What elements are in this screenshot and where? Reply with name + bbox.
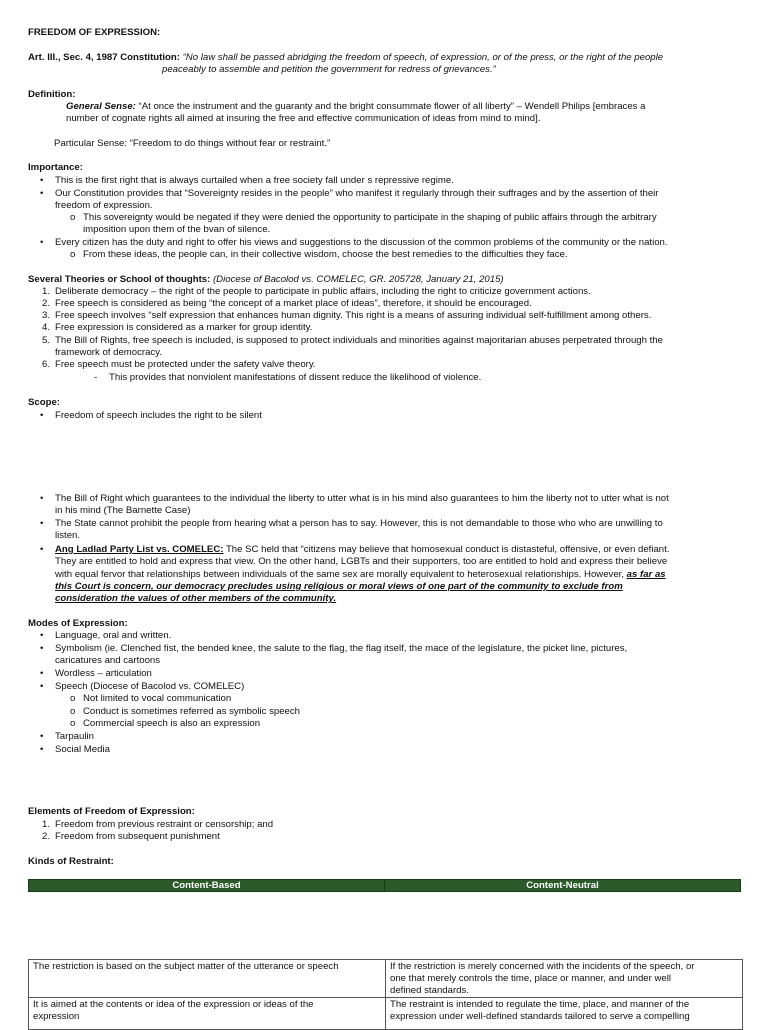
particular-sense: Particular Sense: “Freedom to do things without fear or restraint.” [54, 138, 331, 149]
circle-bullet-icon: o [70, 706, 76, 717]
elements-heading: Elements of Freedom of Expression: [28, 806, 195, 817]
column-header-content-neutral: Content-Neutral [384, 880, 740, 891]
importance-heading: Importance: [28, 162, 83, 173]
general-sense-line1: “At once the instrument and the guaranty and the bright consummate flower of all liberty” – Wendell Philips [embraces a [135, 101, 646, 112]
table-cell: It is aimed at the contents or idea of the expression or ideas of the expression [29, 998, 386, 1030]
bullet-icon: • [40, 744, 44, 755]
modes-heading: Modes of Expression: [28, 618, 128, 629]
list-item-continuation: imposition upon them of the bvan of silence. [83, 224, 271, 235]
document-title: FREEDOM OF EXPRESSION: [28, 27, 161, 38]
table-cell: If the restriction is merely concerned with the incidents of the speech, or one that merely controls the time, place or manner, and under well defined standards. [386, 960, 743, 998]
list-item-continuation: freedom of expression. [55, 200, 153, 211]
circle-bullet-icon: o [70, 693, 76, 704]
constitution-quote-line1: “No law shall be passed abridging the freedom of speech, of expression, or of the press, or the right of the people [182, 52, 664, 63]
bullet-icon: • [40, 731, 44, 742]
bullet-icon: • [40, 681, 44, 692]
bullet-icon: • [40, 518, 44, 529]
constitution-quote [28, 52, 740, 65]
circle-bullet-icon: o [70, 249, 76, 260]
bullet-icon: • [40, 544, 44, 555]
table-cell: The restraint is intended to regulate the time, place, and manner of the expression under well-defined standards tailored to serve a compelling [386, 998, 743, 1030]
bullet-icon: • [40, 188, 44, 199]
constitution-quote-line2: peaceably to assemble and petition the government for redress of grievances.” [162, 64, 496, 75]
list-item-continuation: in his mind (The Barnette Case) [55, 505, 191, 516]
bullet-icon: • [40, 643, 44, 654]
list-item-continuation: caricatures and cartoons [55, 655, 161, 666]
scope-heading: Scope: [28, 397, 60, 408]
list-item-continuation: consideration the values of other members of the community. [55, 593, 337, 604]
definition-heading: Definition: [28, 89, 76, 100]
list-item-continuation: this Court is concern, our democracy precludes using religious or moral views of one part of the community to exclude from [55, 581, 623, 592]
list-item-continuation: with equal fervor that relationships between individuals of the same sex are morally equivalent to heterosexual relationships. However, as far as [55, 569, 666, 580]
general-sense-label: General Sense: [66, 101, 136, 112]
list-item-continuation: framework of democracy. [55, 347, 162, 358]
document-page: FREEDOM OF EXPRESSION: Art. III., Sec. 4, 1987 Constitution: “No law shall be passed abridging the freedom of speech, of expression, or of the press, or the right of the people peaceably to assemble and petition the government for redress of grievances.” Definition: General Sense: “At once the instrument and the guaranty and the bright consummate flower of all liberty” – Wendell Philips [embraces a number of cognate rights all aimed at insuring the free and effective communication of ideas from mind to mind]. Particular Sense: “Freedom to do things without fear or restraint.” Importance: • This is the first right that is always curtailed when a free society fall under s repressive regime. • Our Constitution provides that “Sovereignty resides in the people” who manifest it regularly through their suffrages and by the assertion of their freedom of expression. o This sovereignty would be negated if they were denied the opportunity to participate in the shaping of public affairs through the arbitrary imposition upon them of the bvan of silence. • Every citizen has the duty and right to offer his views and suggestions to the discussion of the common problems of the community or the nation. o From these ideas, the people can, in their collective wisdom, choose the best remedies to the difficulties they face. Several Theories or School of thoughts: (Diocese of Bacolod vs. COMELEC, GR. 205728, January 21, 2015) 1. Deliberate democracy – the right of the people to participate in public affairs, including the right to criticize government actions. 2. Free speech is considered as being “the concept of a market place of ideas”, therefore, it should be encouraged. 3. Free speech involves “self expression that enhances human dignity. This right is a means of assuring individual self-fulfillment among others. 4. Free expression is considered as a marker for group identity. 5. The Bill of Rights, free speech is included, is supposed to protect individuals and minorities against majoritarian abuses perpetrated through the framework of democracy. 6. Free speech must be protected under the safety valve theory. - This provides that nonviolent manifestations of dissent reduce the likelihood of violence. Scope: • Freedom of speech includes the right to be silent • The Bill of Right which guarantees to the individual the liberty to utter what is in his mind also guarantees to him the liberty not to utter what is not in his mind (The Barnette Case) • The State cannot prohibit the people from hearing what a person has to say. However, this is not demandable to those who who are unwilling to listen. • Ang Ladlad Party List vs. COMELEC: The SC held that “citizens may believe that homosexual conduct is distasteful, offensive, or even defiant. They are entitled to hold and express that view. On the other hand, LGBTs and their supporters, too are entitled to hold and express their believe with equal fervor that relationships between individuals of the same sex are morally equivalent to heterosexual relationships. However, as far as this Court is concern, our democracy precludes using religious or moral views of one part of the community to exclude from consideration the values of other members of the community. Modes of Expression: • Language, oral and written. • Symbolism (ie. Clenched fist, the bended knee, the salute to the flag, the flag itself, the mace of the legislature, the picket line, pictures, caricatures and cartoons • Wordless – articulation • Speech (Diocese of Bacolod vs. COMELEC) o Not limited to vocal communication o Conduct is sometimes referred as symbolic speech o Commercial speech is also an expression • Tarpaulin • Social Media Elements of Freedom of Expression: 1. Freedom from previous restraint or censorship; and 2. Freedom from subsequent punishment Kinds of Restraint: Content-Based Content-Neutral The restriction is based on the subject matter of the utterance or speech If the restriction is merely concerned with the incidents of the speech, or one that merely controls the time, place or manner, and under well defined standards. It is aimed at the contents or idea of the expression or ideas of the expression The restraint is intended to regulate the time, place, and manner of the expression under well-defined standards tailored to serve a compelling [0, 0, 768, 1024]
restraint-heading: Kinds of Restraint: [28, 856, 114, 867]
dash-bullet-icon: - [94, 372, 98, 383]
table-cell: The restriction is based on the subject matter of the utterance or speech [29, 960, 386, 998]
case-title: Ang Ladlad Party List vs. COMELEC: [55, 544, 224, 555]
bullet-icon: • [40, 668, 44, 679]
circle-bullet-icon: o [70, 718, 76, 729]
list-item-continuation: listen. [55, 530, 81, 541]
column-header-content-based: Content-Based [172, 880, 241, 891]
table-row [29, 998, 743, 1030]
bullet-icon: • [40, 493, 44, 504]
theories-heading: Several Theories or School of thoughts: (Diocese of Bacolod vs. COMELEC, GR. 205728, January 21, 2015) [28, 274, 504, 285]
bullet-icon: • [40, 237, 44, 248]
restraint-table [28, 959, 743, 1030]
general-sense [66, 101, 768, 114]
theories-citation: (Diocese of Bacolod vs. COMELEC, GR. 205728, January 21, 2015) [210, 274, 504, 285]
table-row [29, 960, 743, 998]
bullet-icon: • [40, 175, 44, 186]
bullet-icon: • [40, 410, 44, 421]
restraint-table-header [28, 879, 741, 892]
constitution-label: Art. III., Sec. 4, 1987 Constitution: [28, 52, 180, 63]
general-sense-line2: number of cognate rights all aimed at insuring the free and effective communication of ideas from mind to mind]. [66, 113, 541, 124]
circle-bullet-icon: o [70, 212, 76, 223]
bullet-icon: • [40, 630, 44, 641]
list-item-continuation: They are entitled to hold and express that view. On the other hand, LGBTs and their supporters, too are entitled to hold and express their believe [55, 556, 668, 567]
